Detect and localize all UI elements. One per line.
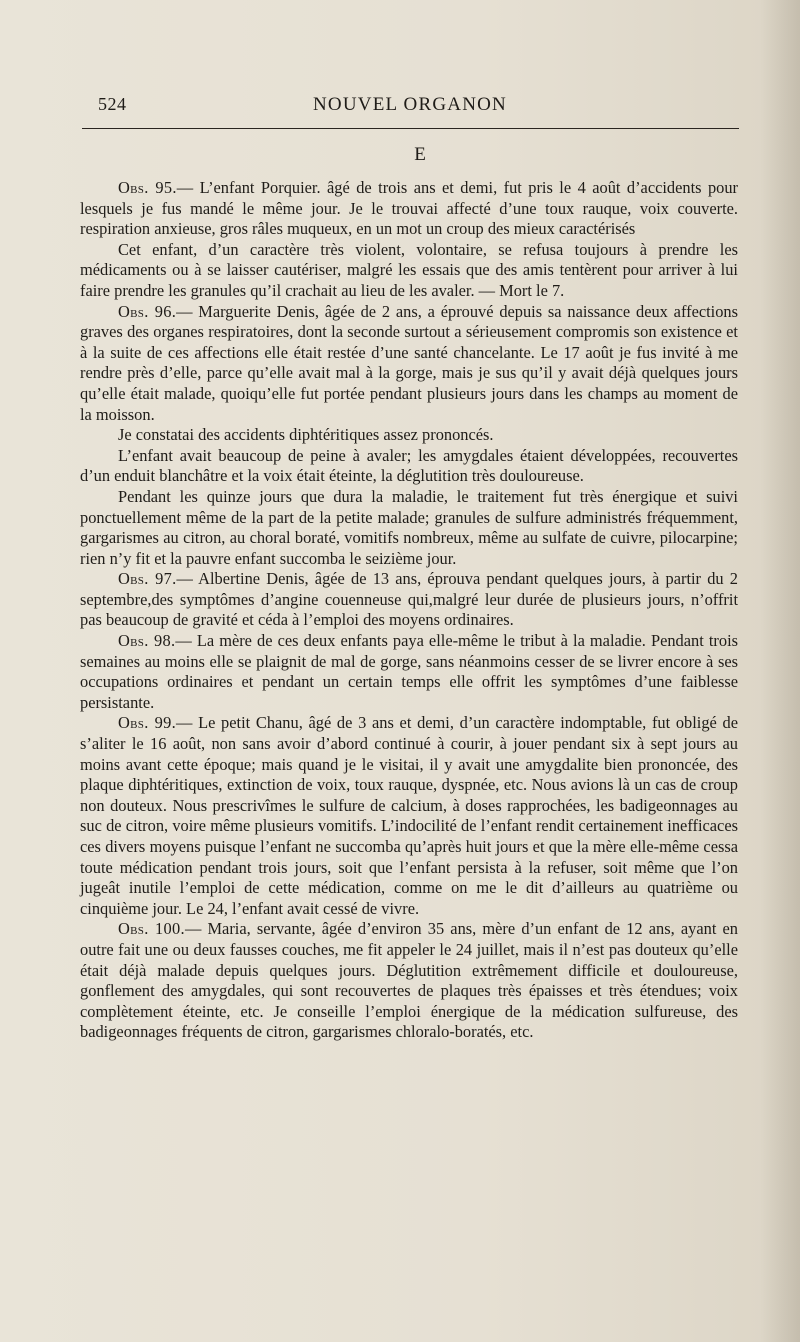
paragraph-text: — Le petit Chanu, âgé de 3 ans et demi, d’un caractère indomptable, fut obligé de s’aliter le 16 août, non sans avoir d’abord continué à courir, à jouer pendant six à sept jours au moins avant cette époque; mais quand je le visitai, il y avait une amygdalite bien prononcée, des plaque diphtéritiques, extinction de voix, toux rauque, dyspnée, etc. Nous avions là un cas de croup non douteux. Nous prescrivîmes le sulfure de calcium, à doses rapprochées, les badigeonnages au suc de citron, voire même plusieurs vomitifs. L’indocilité de l’enfant rendit certainement inefficaces ces divers moyens puisque l’enfant ne succomba qu’après huit jours et que la mère elle-même cessa toute médication pendant trois jours, soit que l’enfant persista à la refuser, soit même que l’on jugeât inutile l’emploi de cette médication, comme on me le dit d’ailleurs au quatrième ou cinquième jour. Le 24, l’enfant avait cessé de vivre. — [80, 713, 738, 918]
body-text — [80, 178, 738, 1043]
paragraph-text: Pendant les quinze jours que dura la maladie, le traitement fut très énergique et suivi ponctuellement même de la part de la petite malade; granules de sulfure administrés fréquemment, gargarismes au citron, au choral boraté, vomitifs nombreux, même au sulfate de cuivre, pilocarpine; rien n’y fit et la pauvre enfant succomba le seizième jour. — [80, 486, 738, 568]
page-edge-shadow — [760, 0, 800, 1342]
paragraph-obs-100 — [80, 919, 738, 1043]
paragraph-text: Cet enfant, d’un caractère très violent, volontaire, se refusa toujours à prendre les médicaments ou à se laisser cautériser, malgré les essais que des amis tentèrent pour arriver à lui faire prendre les granules qu’il crachait au lieu de les avaler. — Mort le 7. — [80, 239, 738, 300]
paragraph-obs-97 — [80, 569, 738, 631]
paragraph — [80, 240, 738, 302]
obs-label: Obs. 100. — [118, 919, 185, 939]
paragraph-obs-98 — [80, 631, 738, 713]
obs-label: Obs. 98. — [118, 631, 176, 651]
obs-label: Obs. 95. — [118, 178, 177, 197]
paragraph-text: Je constatai des accidents diphtéritiques assez prononcés. — [118, 425, 494, 445]
paragraph-text: — La mère de ces deux enfants paya elle-même le tribut à la maladie. Pendant trois semaines au moins elle se plaignit de mal de gorge, sans néanmoins cesser de se livrer encore à ses occupations ordinaires et pendant un certain temps elle offrit les symptômes d’une faiblesse persistante. — [80, 631, 738, 712]
obs-label: Obs. 97. — [118, 569, 177, 589]
paragraph — [80, 487, 738, 569]
section-letter: E — [414, 144, 426, 165]
paragraph-obs-96 — [80, 302, 738, 426]
obs-label: Obs. 99. — [118, 713, 176, 733]
paragraph — [80, 446, 738, 487]
paragraph-text: — L’enfant Porquier. âgé de trois ans et demi, fut pris le 4 août d’accidents pour lesquels je fus mandé le même jour. Je le trouvai affecté d’une toux rauque, voix couverte. respiration anxieuse, gros râles muqueux, en un mot un croup des mieux caractérisés — [80, 178, 739, 239]
paragraph-text: L’enfant avait beaucoup de peine à avaler; les amygdales étaient développées, recouvertes d’un enduit blanchâtre et la voix était éteinte, la déglutition très douloureuse. — [80, 445, 738, 486]
paragraph-text: — Marguerite Denis, âgée de 2 ans, a éprouvé depuis sa naissance deux affections graves des organes respiratoires, dont la seconde surtout a sérieusement compromis son existence et à la suite de ces affections elle était restée d’une santé chancelante. Le 17 août je fus invité à me rendre près d’elle, parce qu’elle avait mal à la gorge, mais je sus qu’il y avait déjà quelques jours qu’elle était malade, quoiqu’elle fut portée pendant plusieurs jours dans les champs au moment de la moisson. — [80, 301, 738, 424]
paragraph-obs-99 — [80, 713, 738, 919]
running-title: NOUVEL ORGANON — [313, 94, 507, 115]
paragraph-text: — Maria, servante, âgée d’environ 35 ans, mère d’un enfant de 12 ans, ayant en outre fait une ou deux fausses couches, me fit appeler le 24 juillet, mais il n’est pas douteux qu’elle était déjà malade depuis quelques jours. Déglutition extrêmement difficile et douloureuse, gonflement des amygdales, qui sont recouvertes de plaques très épaisses et très étendues; voix complètement éteinte, etc. Je conseille l’emploi énergique de la médication sulfureuse, des badigeonnages fréquents de citron, gargarismes chloralo-boratés, etc. — [80, 919, 738, 1042]
header-rule — [82, 128, 739, 129]
page-number: 524 — [98, 94, 127, 114]
page-header — [80, 94, 740, 124]
paragraph-text: — Albertine Denis, âgée de 13 ans, éprouva pendant quelques jours, à partir du 2 septembre,des symptômes d’angine couenneuse qui,malgré leur durée de plusieurs jours, n’offrit pas beaucoup de gravité et céda à l’emploi des moyens ordinaires. — [80, 569, 739, 630]
obs-label: Obs. 96. — [118, 301, 177, 321]
paragraph-obs-95 — [80, 178, 738, 240]
paragraph — [80, 425, 738, 446]
